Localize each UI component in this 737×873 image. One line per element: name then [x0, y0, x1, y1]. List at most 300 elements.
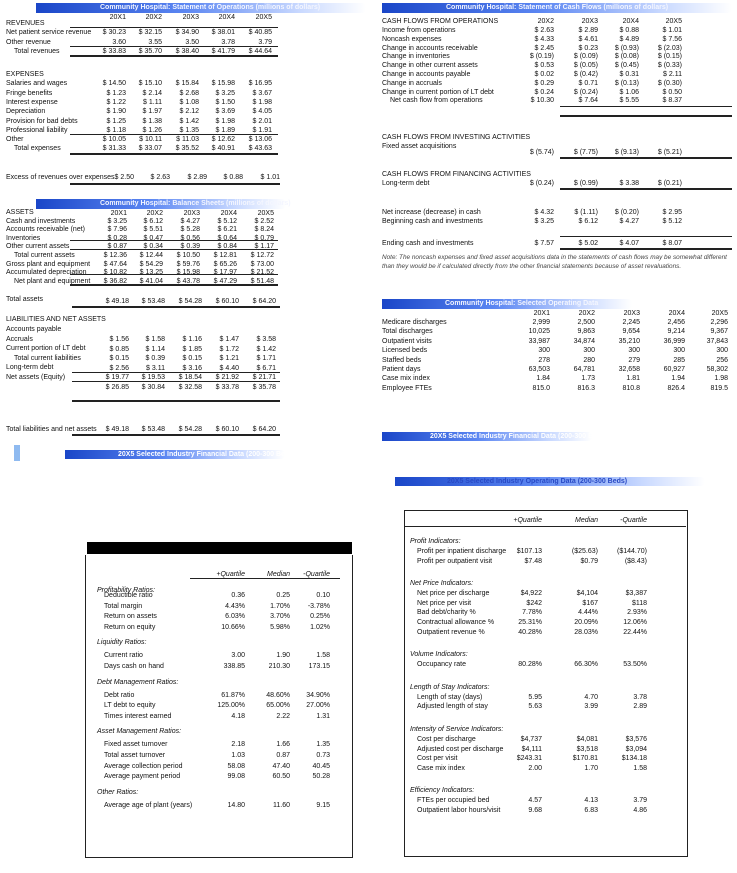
rule-line [70, 274, 278, 275]
fin-ind-right-title: 20X5 Selected Industry Financial Data (200-300 Beds) [430, 433, 608, 440]
blue-marker [14, 445, 20, 461]
cf-value: $ (0.15) [657, 53, 682, 61]
fin-ind-value: 27.00% [306, 702, 330, 710]
op-ind-value: 4.57 [528, 797, 542, 805]
op-ind-row-label: Cost per visit [417, 755, 458, 763]
bs-value: $ 0.39 [145, 355, 165, 362]
cf-value: $ 5.55 [619, 97, 639, 105]
bs-row-label: Gross plant and equipment [6, 260, 91, 268]
cf-value: $ (5.21) [657, 149, 682, 156]
cf-value: $ 0.50 [662, 88, 682, 96]
cf-value: $ 7.56 [662, 35, 682, 43]
fin-ind-value: 3.00 [231, 652, 245, 660]
year-header: 20X4 [622, 18, 639, 25]
cf-value: $ (0.99) [573, 180, 598, 187]
bs-value: $ 0.15 [109, 355, 129, 362]
opdata-value: 9,654 [622, 328, 640, 336]
rule-line [70, 46, 278, 47]
cf-value: $ (0.08) [614, 53, 639, 61]
ops-value: $ 2.89 [187, 174, 207, 181]
bs-value: $ 51.48 [250, 277, 274, 285]
cf-value: $ (5.74) [529, 149, 554, 156]
bs-row-label: Current portion of LT debt [6, 345, 86, 352]
bs-value: $ 12.44 [139, 252, 163, 259]
year-header: 20X1 [109, 14, 126, 21]
bs-value: $ 54.28 [178, 426, 202, 433]
opdata-row-label: Total discharges [382, 328, 433, 336]
op-ind-row-label: Occupancy rate [417, 661, 467, 669]
op-ind-value: $4,922 [520, 590, 542, 598]
opdata-value: 1.81 [626, 375, 640, 383]
bs-value: $ 26.85 [105, 383, 129, 391]
bs-value: $ 0.56 [180, 234, 200, 242]
op-ind-value: 2.89 [633, 703, 647, 711]
bs-value: $ 1.58 [145, 336, 165, 343]
ops-row-label: Salaries and wages [6, 80, 68, 88]
fin-ind-value: 6.03% [225, 613, 245, 621]
fin-ind-value: 11.60 [273, 801, 290, 809]
bs-value: $ 2.52 [254, 217, 274, 225]
bs-value: $ 6.12 [143, 217, 163, 225]
ops-value: $ 2.01 [252, 117, 272, 125]
cf-row-label: Change in other current assets [382, 62, 478, 70]
fin-ind-row-label: Fixed asset turnover [104, 741, 168, 749]
op-ind-row-label: Case mix index [417, 764, 465, 772]
op-ind-row-label: Cost per discharge [417, 736, 476, 743]
bs-value: $ 21.71 [252, 374, 276, 381]
ops-value: $ 1.98 [215, 117, 235, 125]
rule-line [560, 106, 732, 107]
bs-row-label: Net assets (Equity) [6, 373, 66, 381]
ops-value: $ 15.84 [175, 80, 199, 88]
bs-value: $ 3.25 [107, 217, 127, 225]
bs-row-label: Total assets [6, 296, 43, 303]
bs-row-label: Long-term debt [6, 364, 54, 371]
cf-value: $ 0.31 [619, 71, 639, 78]
opdata-value: 300 [628, 347, 640, 355]
cash-flow-note: Note: The noncash expenses and fixed asset acquisitions data in the statements of cash flows may be somewhat different than they would be if calculated directly from the other financial statements because of asset revaluations. [382, 254, 727, 270]
ops-value: $ 1.50 [215, 98, 235, 106]
bs-value: $ 49.18 [105, 298, 129, 305]
bs-value: $ 1.85 [182, 345, 202, 353]
rule-line [72, 434, 280, 436]
year-header: 20X2 [146, 210, 163, 217]
cf-value: $ 8.37 [662, 97, 682, 105]
ops-value: $ 1.18 [106, 126, 126, 134]
cf-value: $ 1.06 [619, 88, 639, 96]
fin-ind-value: 1.58 [316, 652, 330, 660]
ops-value: $ 40.85 [248, 29, 272, 37]
cf-value: $ 4.61 [578, 35, 598, 43]
bs-value: $ 5.12 [217, 217, 237, 225]
op-ind-value: 7.78% [522, 609, 542, 617]
ops-row-label: Provision for bad debts [6, 117, 78, 125]
opdata-row-label: Medicare discharges [382, 319, 447, 326]
year-header: 20X4 [220, 210, 237, 217]
ops-value: $ 41.79 [211, 47, 235, 55]
op-ind-value: 40.28% [518, 628, 542, 636]
cf-value: $ 8.07 [662, 240, 682, 247]
bs-value: $ 1.17 [254, 243, 274, 251]
op-ind-value: $242 [526, 599, 542, 607]
ops-value: $ 44.64 [248, 47, 272, 55]
fin-ind-value: 1.66 [276, 741, 290, 749]
bs-value: $ 1.72 [219, 345, 239, 353]
op-ind-value: 25.31% [518, 619, 542, 626]
cf-value: $ 5.12 [662, 218, 682, 225]
ops-value: $ 0.88 [223, 174, 243, 181]
cf-heading: CASH FLOWS FROM FINANCING ACTIVITIES [382, 171, 531, 178]
op-ind-value: 5.63 [528, 703, 542, 711]
cf-value: $ 0.02 [534, 71, 554, 78]
bs-row-label: Accumulated depreciation [6, 269, 87, 277]
bs-value: $ 35.78 [252, 383, 276, 391]
opdata-value: 1.98 [714, 375, 728, 383]
fin-ind-value: 60.50 [272, 773, 290, 781]
op-ind-row-label: Profit per inpatient discharge [417, 548, 507, 555]
year-header: 20X5 [665, 18, 682, 25]
op-ind-value: $170.81 [572, 755, 598, 763]
op-ind-value: 66.30% [574, 661, 598, 669]
op-ind-value: $0.79 [580, 557, 598, 565]
fin-ind-value: 2.22 [276, 712, 290, 720]
op-ind-row-label: Contractual allowance % [417, 619, 495, 626]
bs-value: $ 12.36 [103, 252, 127, 259]
bs-value: $ 6.21 [217, 226, 237, 234]
rule-line [560, 236, 732, 237]
bs-value: $ 30.84 [141, 383, 165, 391]
cf-value: $ 3.25 [534, 218, 554, 225]
op-ind-value: $3,518 [576, 745, 598, 753]
fin-ind-row-label: Return on equity [104, 623, 156, 631]
ops-value: $ 1.08 [179, 98, 199, 106]
cf-value: $ 4.89 [619, 35, 639, 43]
fin-ind-value: 0.10 [316, 592, 330, 599]
ops-value: $ 15.98 [211, 80, 235, 88]
cf-value: $ 0.23 [578, 44, 598, 52]
bs-value: $ 3.11 [146, 364, 165, 372]
ops-value: $ 3.67 [252, 89, 272, 97]
fin-ind-row-label: LT debt to equity [104, 702, 156, 710]
op-ind-value: 9.68 [528, 807, 542, 814]
fin-ind-value: 210.30 [268, 663, 290, 670]
rule-line [70, 134, 278, 135]
opdata-value: 2,296 [710, 319, 728, 326]
fin-ind-group-title: Profitability Ratios: [97, 587, 155, 594]
op-ind-value: 20.09% [574, 619, 598, 626]
bs-value: $ 0.84 [217, 243, 237, 251]
ops-value: $ 10.11 [139, 136, 162, 144]
bs-value: $ 15.98 [176, 269, 200, 277]
ops-value: $ 38.40 [175, 47, 199, 55]
ops-row-label: Total revenues [14, 47, 60, 55]
cf-value: $ (7.75) [573, 149, 598, 156]
ops-value: $ 30.23 [102, 29, 126, 37]
cf-row-label: Ending cash and investments [382, 240, 474, 247]
op-ind-value: 12.06% [623, 619, 647, 626]
cf-value: $ 0.71 [578, 79, 598, 87]
cf-value: $ (0.05) [573, 62, 598, 70]
fin-ind-value: 14.80 [227, 801, 245, 809]
bs-row-label: ASSETS [6, 209, 34, 216]
cf-value: $ (0.24) [529, 180, 554, 187]
cf-heading: CASH FLOWS FROM OPERATIONS [382, 18, 499, 25]
year-header: 20X1 [110, 210, 127, 217]
bs-value: $ 0.85 [109, 345, 129, 353]
ops-value: $ 1.89 [215, 126, 235, 134]
ops-value: $ 35.52 [175, 145, 199, 153]
ops-value: 3.50 [185, 38, 199, 46]
fin-ind-value: 1.03 [231, 752, 245, 759]
rule-line [72, 400, 280, 402]
op-ind-title: 20X5 Selected Industry Operating Data (200-300 Beds) [447, 478, 628, 485]
ops-value: $ 2.14 [142, 89, 162, 97]
bs-value: $ 5.51 [143, 226, 163, 234]
ops-value: $ 16.95 [248, 80, 272, 88]
fin-ind-row-label: Current ratio [104, 652, 143, 660]
bs-row-label: Accounts payable [6, 326, 62, 333]
opdata-value: 9,863 [577, 328, 595, 336]
year-header: 20X2 [145, 14, 162, 21]
op-ind-row-label: Net price per visit [417, 599, 472, 607]
op-ind-value: 4.86 [633, 807, 647, 814]
bs-value: $ 0.47 [143, 234, 163, 242]
cf-value: $ (0.13) [614, 79, 639, 87]
op-ind-value: ($25.63) [571, 548, 598, 555]
fin-ind-value: 1.90 [276, 652, 290, 660]
opdata-value: 285 [673, 356, 685, 364]
bs-value: $ 8.24 [254, 226, 274, 234]
year-header: 20X3 [623, 310, 640, 317]
cf-value: $ 2.11 [663, 71, 682, 78]
fin-ind-value: 50.28 [312, 773, 330, 781]
rule-line [70, 249, 278, 250]
rule-line [70, 153, 278, 155]
op-ind-group-title: Efficiency Indicators: [410, 787, 475, 795]
bs-value: $ 1.47 [219, 336, 239, 343]
opdata-value: 34,874 [573, 337, 595, 345]
fin-ind-value: 1.35 [316, 741, 330, 749]
cf-row-label: Beginning cash and investments [382, 218, 483, 225]
opdata-value: 826.4 [667, 384, 685, 392]
cf-row-label: Net increase (decrease) in cash [382, 209, 481, 216]
op-ind-value: $107.13 [516, 548, 542, 555]
bs-value: $ 5.28 [180, 226, 200, 234]
ops-value: $ 3.69 [215, 108, 235, 116]
opdata-value: 280 [583, 356, 595, 364]
fin-ind-value: 48.60% [266, 691, 290, 699]
cf-value: $ (1.11) [574, 209, 598, 216]
ops-value: $ 1.97 [142, 108, 162, 116]
op-ind-value: $134.18 [621, 755, 647, 763]
cf-row-label: Income from operations [382, 27, 456, 34]
cf-value: $ 4.33 [534, 35, 554, 43]
opdata-value: 278 [538, 356, 550, 364]
bs-value: $ 1.21 [219, 355, 239, 362]
cf-value: $ (0.24) [573, 88, 598, 96]
cf-value: $ 7.57 [534, 240, 554, 247]
ops-value: $ 38.01 [211, 29, 235, 37]
fin-ind-row-label: Deductible ratio [104, 592, 153, 599]
bs-value: $ 0.39 [180, 243, 200, 251]
cf-value: $ 7.64 [578, 97, 598, 105]
cf-value: $ (0.93) [614, 44, 639, 52]
bs-value: $ 60.10 [215, 298, 239, 305]
bs-value: $ 43.78 [176, 277, 200, 285]
bs-value: $ 4.40 [219, 364, 239, 372]
rule-line [70, 284, 278, 286]
op-ind-value: 6.83 [584, 807, 598, 814]
bs-value: $ 0.15 [182, 355, 202, 362]
opdata-value: 10,025 [528, 328, 550, 336]
year-header: 20X3 [182, 14, 199, 21]
fin-ind-value: 0.87 [276, 752, 290, 759]
bs-value: $ 12.72 [250, 252, 274, 259]
fin-ind-value: -3.78% [307, 602, 330, 610]
opdata-value: 33,987 [528, 337, 550, 345]
op-ind-value: $243.31 [516, 755, 542, 763]
rule-line [560, 157, 732, 159]
cf-value: $ (0.20) [614, 209, 639, 216]
cf-row-label: Change in inventories [382, 53, 450, 61]
bs-value: $ 32.58 [178, 383, 202, 391]
op-ind-value: 4.70 [584, 693, 598, 701]
ops-row-label: Net patient service revenue [6, 29, 92, 37]
op-ind-value: $3,576 [625, 736, 647, 743]
opdata-value: 2,999 [532, 319, 550, 326]
ops-value: $ 3.25 [215, 89, 235, 97]
cf-value: $ (2.03) [657, 44, 682, 52]
rule-line [560, 188, 732, 190]
ops-row-label: Other [6, 136, 24, 144]
bs-title: Community Hospital: Balance Sheets (millions of dollars) [100, 200, 291, 207]
opdata-value: 1.73 [581, 375, 595, 383]
cf-value: $ 2.63 [534, 27, 554, 34]
ops-row-label: Interest expense [6, 98, 58, 106]
bs-row-label: Cash and investments [6, 217, 76, 225]
cf-row-label: Change in accounts receivable [382, 44, 478, 52]
rule-line [190, 578, 340, 579]
fin-ind-value: 0.25 [276, 592, 290, 599]
ops-value: $ 1.23 [106, 89, 126, 97]
op-ind-value: $7.48 [524, 557, 542, 565]
op-ind-group-title: Net Price Indicators: [410, 580, 474, 588]
ops-row-label: Excess of revenues over expenses [6, 174, 115, 181]
fin-ind-row-label: Total asset turnover [104, 752, 166, 759]
fin-ind-value: 338.85 [223, 663, 245, 670]
bs-value: $ 53.48 [141, 426, 165, 433]
ops-value: $ 35.70 [138, 47, 162, 55]
bs-value: $ 3.58 [256, 336, 276, 343]
ops-value: $ 34.90 [175, 29, 199, 37]
bs-value: $ 7.96 [107, 226, 127, 234]
opdata-value: 2,500 [577, 319, 595, 326]
ops-value: $ 40.91 [211, 145, 235, 153]
opdata-value: 2,456 [667, 319, 685, 326]
bs-value: $ 19.53 [141, 374, 165, 381]
opdata-value: 815.0 [532, 384, 550, 392]
ops-value: $ 14.50 [102, 80, 126, 88]
rule-line [70, 27, 278, 28]
ops-row-label: Fringe benefits [6, 89, 53, 97]
fin-ind-value: 47.40 [272, 762, 290, 770]
cash-title: Community Hospital: Statement of Cash Flows (millions of dollars) [446, 4, 669, 11]
cf-value: $ 1.01 [662, 27, 682, 34]
opdata-value: 300 [716, 347, 728, 355]
bs-value: $ 4.27 [180, 217, 200, 225]
year-header: 20X4 [668, 310, 685, 317]
bs-value: $ 73.00 [250, 260, 274, 268]
op-ind-value: 5.95 [528, 693, 542, 701]
op-ind-row-label: Profit per outpatient visit [417, 557, 493, 565]
ops-row-label: Professional liability [6, 126, 68, 134]
ops-value: $ 1.11 [143, 98, 162, 106]
opdata-value: 300 [583, 347, 595, 355]
op-ind-group-title: Length of Stay Indicators: [410, 683, 490, 691]
op-ind-header: +Quartile [513, 517, 542, 524]
bs-value: $ 54.29 [139, 260, 163, 268]
fin-ind-value: 125.00% [217, 702, 245, 710]
cf-value: $ (0.09) [573, 53, 598, 61]
opdata-row-label: Patient days [382, 366, 421, 373]
bs-value: $ 47.64 [103, 260, 127, 268]
bs-value: $ 6.71 [256, 364, 276, 372]
fin-ind-value: 5.98% [270, 623, 290, 631]
opdata-value: 9,214 [667, 328, 685, 336]
rule-line [70, 55, 278, 57]
bs-value: $ 3.16 [182, 364, 202, 372]
fin-ind-value: 0.25% [310, 613, 330, 621]
fin-ind-row-label: Average age of plant (years) [104, 801, 193, 809]
op-ind-value: $4,104 [576, 590, 598, 598]
op-ind-value: ($8.43) [624, 557, 647, 565]
bs-value: $ 0.79 [254, 234, 274, 242]
rule-line [70, 183, 280, 185]
cf-value: $ (0.21) [657, 180, 682, 187]
bs-row-label: LIABILITIES AND NET ASSETS [6, 316, 106, 323]
rule-line [404, 526, 686, 527]
rule-line [560, 115, 732, 117]
opdata-value: 64,781 [573, 366, 595, 373]
bs-row-label: Total liabilities and net assets [6, 426, 97, 433]
fin-ind-group-title: Asset Management Ratios: [97, 728, 182, 736]
ops-value: $ 1.22 [106, 98, 126, 106]
opdata-value: 35,210 [618, 337, 640, 345]
cf-row-label: Noncash expenses [382, 35, 442, 43]
ops-value: $ 1.90 [106, 108, 126, 116]
year-header: 20X1 [533, 310, 550, 317]
ops-value: $ 10.05 [102, 136, 126, 144]
ops-value: 3.79 [258, 38, 272, 46]
fin-ind-value: 3.70% [270, 613, 290, 621]
op-ind-row-label: Adjusted length of stay [417, 703, 488, 711]
bs-value: $ 0.28 [107, 234, 127, 242]
cf-value: $ (0.33) [657, 62, 682, 70]
bs-row-label: Accruals [6, 335, 33, 343]
op-ind-value: $4,081 [576, 736, 598, 743]
cf-value: $ 0.24 [534, 88, 554, 96]
fin-ind-value: 0.36 [231, 592, 245, 599]
year-header: 20X5 [257, 210, 274, 217]
opdata-row-label: Licensed beds [382, 347, 428, 355]
bs-value: $ 18.54 [178, 374, 202, 381]
cf-value: $ (0.42) [573, 71, 598, 78]
op-ind-header: -Quartile [620, 517, 647, 524]
opdata-value: 60,927 [663, 366, 685, 373]
cf-value: $ (0.45) [614, 62, 639, 70]
cf-value: $ 2.45 [534, 44, 554, 52]
fin-ind-group-title: Debt Management Ratios: [97, 678, 179, 686]
